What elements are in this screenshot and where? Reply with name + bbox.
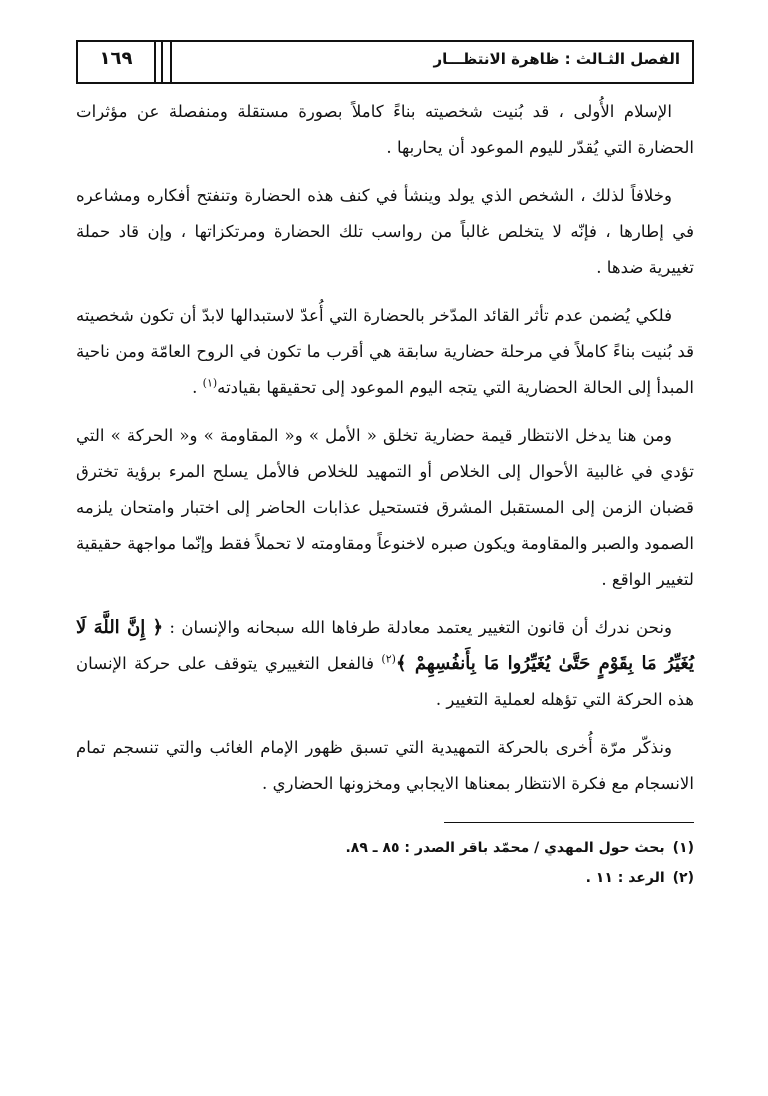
footnote-reference: (٢) [381,652,396,666]
page-body [76,94,694,802]
footnote-number: (٢) [672,870,694,886]
book-page [76,40,694,1070]
paragraph-text: وخلافاً لذلك ، الشخص الذي يولد وينشأ في كنف هذه الحضارة وتنفتح أفكاره ومشاعره في إطارها ، فإنّه لا يتخلص غالباً من رواسب تلك الحضارة ومرتكزاتها ، وإن قاد حملة تغييرية ضدها . [76,186,694,277]
footnote-text: بحث حول المهدي / محمّد باقر الصدر : ٨٥ ـ ٨٩. [345,840,665,856]
page-header [76,40,694,84]
paragraph [76,298,694,406]
page-number: ١٦٩ [99,48,133,69]
paragraph-text: الإسلام الأُولى ، قد بُنيت شخصيته بناءً كاملاً بصورة مستقلة ومنفصلة عن مؤثرات الحضارة التي يُقدّر لليوم الموعود أن يحاربها . [76,102,694,157]
paragraph-text: فلكي يُضمن عدم تأثر القائد المدّخر بالحضارة التي أُعدّ لاستبدالها لابدّ أن تكون شخصيته قد بُنيت بناءً كاملاً في مرحلة حضارية سابقة هي أقرب ما تكون في الروح العامّة ومن ناحية المبدأ إلى الحالة الحضارية التي يتجه اليوم الموعود إلى تحقيقها بقيادته [76,306,694,397]
paragraph [76,94,694,166]
paragraph [76,178,694,286]
footnote-text: الرعد : ١١ . [585,870,665,886]
footnote-number: (١) [672,840,694,856]
footnote [76,833,694,863]
chapter-title: الفصل الثـالث : ظاهرة الانتظـــار [433,50,680,68]
paragraph-text: ومن هنا يدخل الانتظار قيمة حضارية تخلق « الأمل » و« المقاومة » و« الحركة » التي تؤدي في غالبية الأحوال إلى الخلاص أو التمهيد للخلاص فالأمل يسلح المرء برؤية تخترق قضبان الزمن إلى المستقبل المشرق فتستحيل عذابات الحاضر إلى اختبار وامتحان يلزمه الصمود والصبر والمقاومة ويكون صبره لاخنوعاً ومقاومته لا تحملاً فقط وإنّما مواجهة حقيقية لتغيير الواقع . [76,426,694,589]
paragraph-text-end: . [192,378,203,397]
header-divider [154,40,172,84]
quran-verse: ﴿ إِنَّ اللَّهَ لَا يُغَيِّرُ مَا بِقَوْمٍ حَتَّىٰ يُغَيِّرُوا مَا بِأَنفُسِهِمْ ﴾ [76,617,694,674]
paragraph [76,610,694,718]
footnote-divider [444,822,694,823]
footnote-reference: (١) [202,376,218,390]
footnote [76,863,694,893]
paragraph [76,418,694,598]
paragraph-text: ونحن ندرك أن قانون التغيير يعتمد معادلة طرفاها الله سبحانه والإنسان : [163,618,672,637]
paragraph-text-end: فالفعل التغييري يتوقف على حركة الإنسان هذه الحركة التي تؤهله لعملية التغيير . [76,654,694,709]
paragraph-text: ونذكّر مرّة أُخرى بالحركة التمهيدية التي تسبق ظهور الإمام الغائب والتي تنسجم تمام الانسجام مع فكرة الانتظار بمعناها الايجابي ومخزونها الحضاري . [76,738,694,793]
paragraph [76,730,694,802]
footnotes [76,833,694,893]
